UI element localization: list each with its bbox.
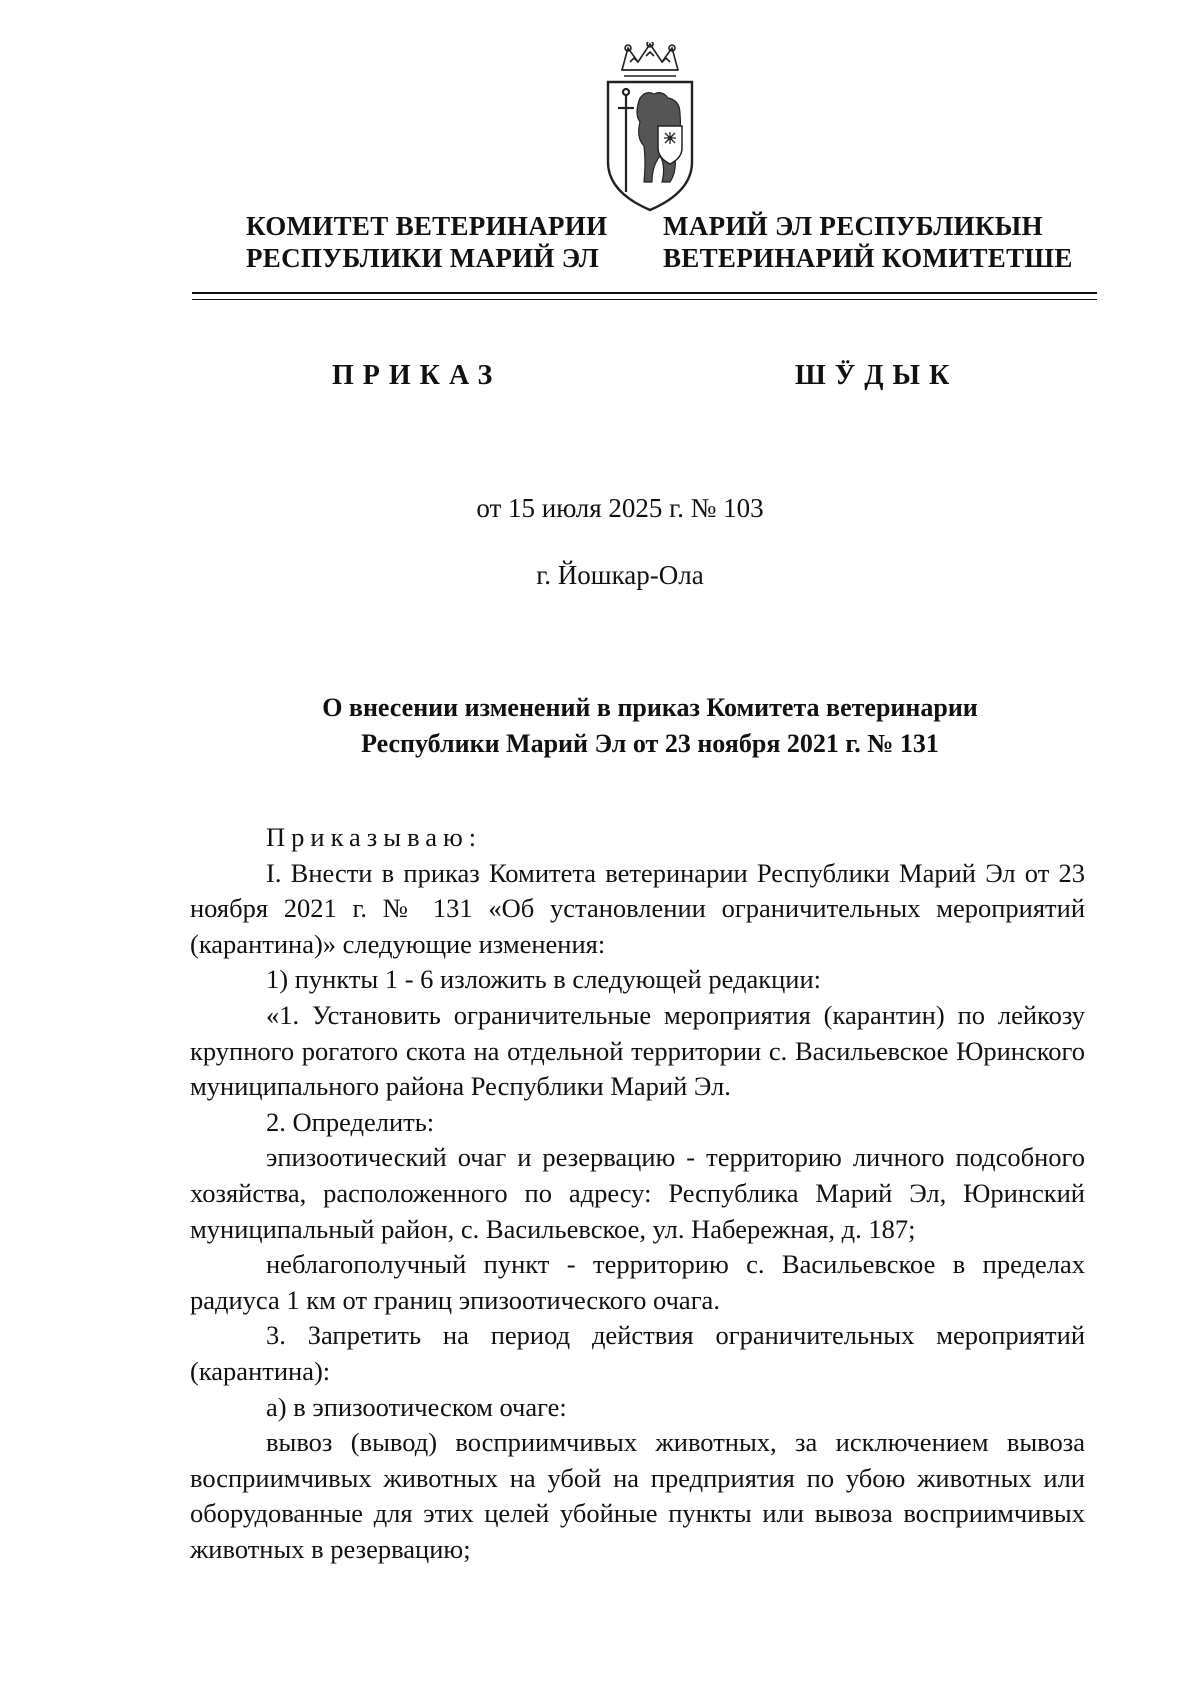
paragraph-7: 3. Запретить на период действия ограничительных мероприятий (карантина):: [190, 1320, 1085, 1386]
document-subject: [200, 690, 1100, 762]
header-divider-thick: [192, 292, 1097, 294]
document-date-number: от 15 июля 2025 г. № 103: [476, 493, 764, 523]
org-name-russian: [246, 210, 607, 274]
paragraph-6: неблагополучный пункт - территорию с. Васильевское в пределах радиуса 1 км от границ эпизоотического очага.: [190, 1249, 1085, 1315]
header-divider-thin: [192, 299, 1097, 300]
paragraph-9: вывоз (вывод) восприимчивых животных, за исключением вывоза восприимчивых животных на убой на предприятия по убою животных или оборудованные для этих целей убойные пункты или вывоза восприимчивых животных в резервацию;: [190, 1427, 1085, 1564]
document-type-russian: ПРИКАЗ: [332, 360, 502, 391]
paragraph-2: 1) пункты 1 - 6 изложить в следующей редакции:: [266, 964, 822, 995]
paragraph-8: а) в эпизоотическом очаге:: [266, 1391, 567, 1422]
document-body: [190, 820, 1085, 1567]
document-subject-line2: Республики Марий Эл от 23 ноября 2021 г. № 131: [361, 729, 939, 758]
document-subject-line1: О внесении изменений в приказ Комитета ветеринарии: [322, 693, 978, 722]
paragraph-3: «1. Установить ограничительные мероприятия (карантин) по лейкозу крупного рогатого скота на отдельной территории с. Васильевское Юринского муниципального района Республики Марий Эл.: [190, 999, 1085, 1102]
document-city: г. Йошкар-Ола: [536, 560, 704, 590]
coat-of-arms-icon: [600, 42, 700, 212]
org-name-russian-line1: КОМИТЕТ ВЕТЕРИНАРИИ: [246, 211, 608, 241]
paragraph-4: 2. Определить:: [266, 1106, 435, 1137]
org-name-mari: [663, 210, 1073, 274]
coat-of-arms-emblem: [600, 42, 700, 212]
document-type-mari: ШӰДЫК: [795, 360, 959, 391]
paragraph-5: эпизоотический очаг и резервацию - территорию личного подсобного хозяйства, расположенного по адресу: Республика Марий Эл, Юринский муниципальный район, с. Васильевское, ул. Набережная, д. 187;: [190, 1142, 1085, 1244]
org-name-mari-line2: ВЕТЕРИНАРИЙ КОМИТЕТШЕ: [663, 243, 1073, 273]
order-intro: Приказываю:: [266, 822, 483, 852]
paragraph-1: I. Внести в приказ Комитета ветеринарии Республики Марий Эл от 23 ноября 2021 г. № 131 «Об установлении ограничительных мероприятий (карантина)» следующие изменения:: [190, 857, 1085, 959]
org-name-russian-line2: РЕСПУБЛИКИ МАРИЙ ЭЛ: [246, 243, 600, 273]
org-name-mari-line1: МАРИЙ ЭЛ РЕСПУБЛИКЫН: [663, 211, 1043, 241]
